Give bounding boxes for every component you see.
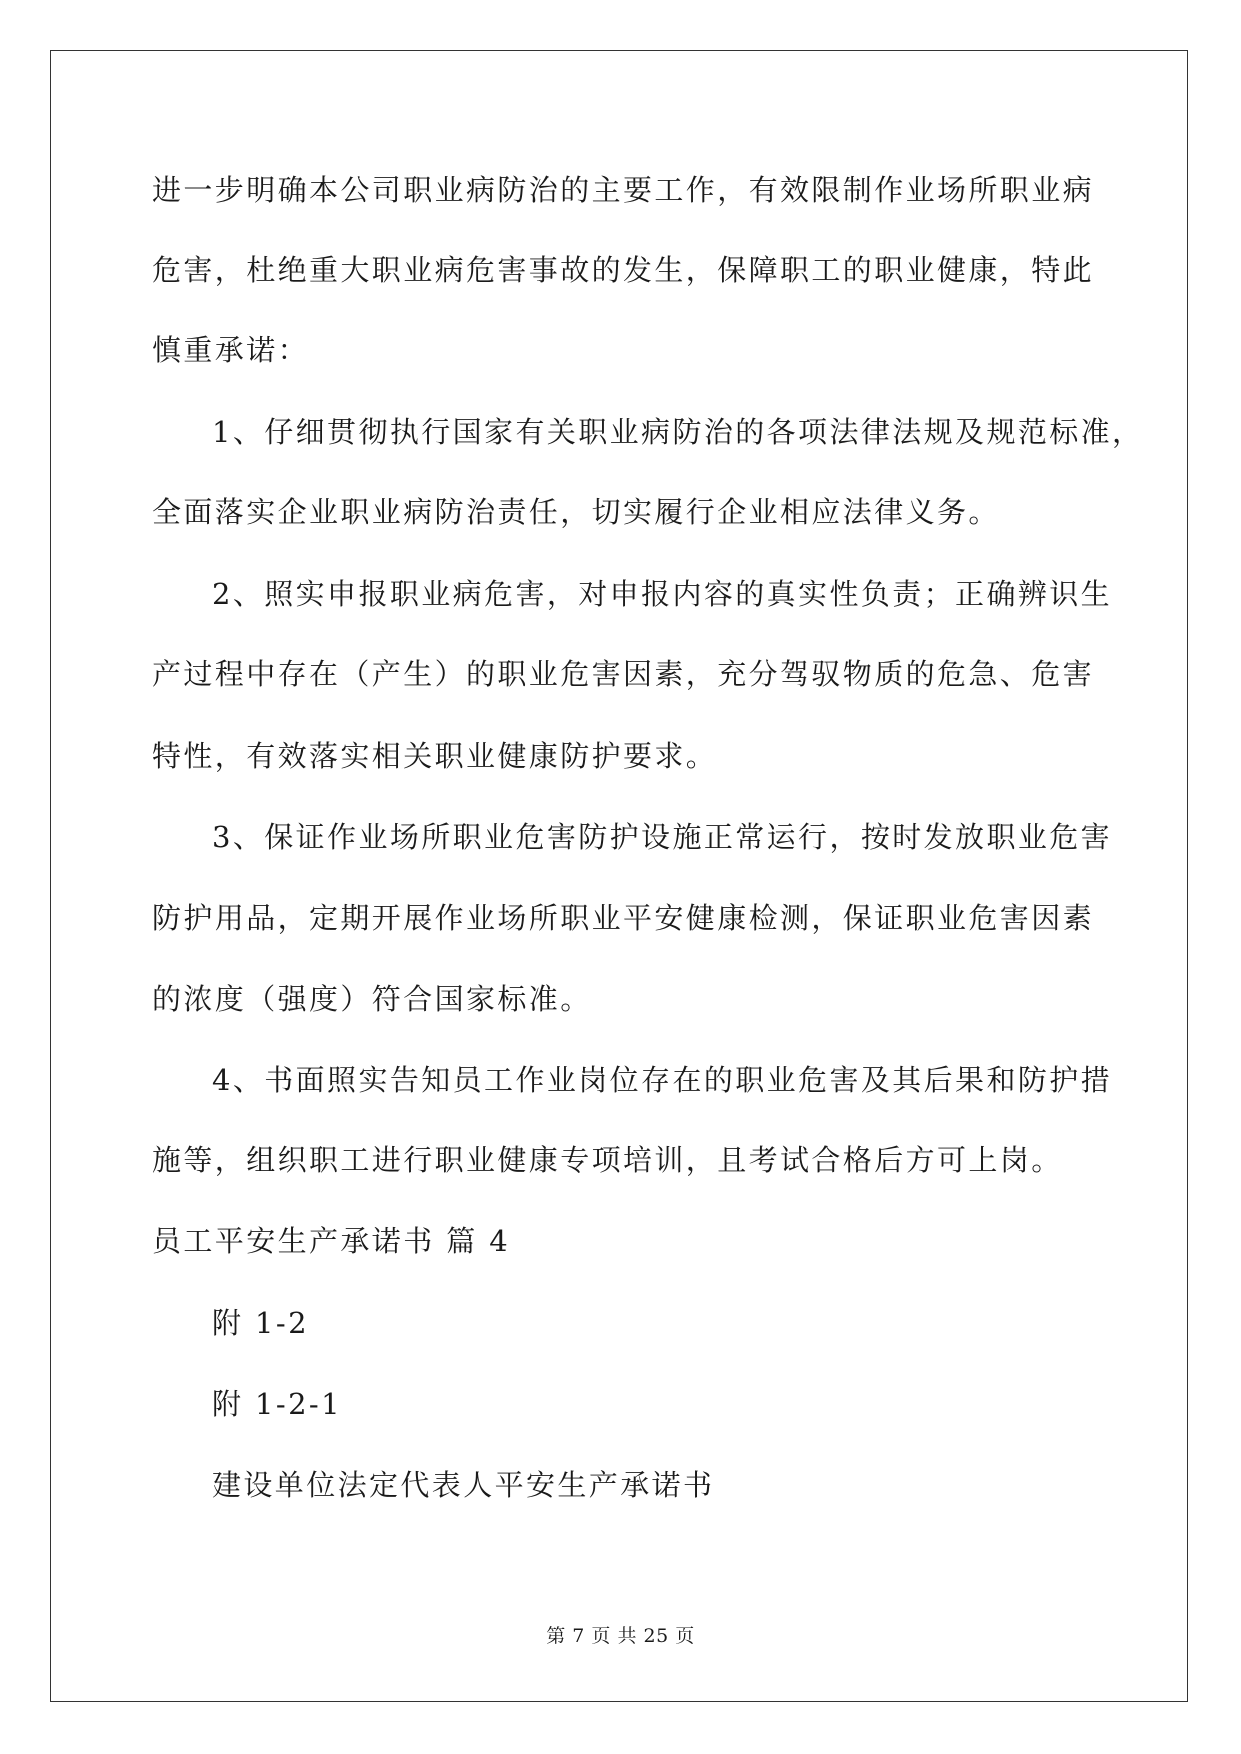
text-line: 1、仔细贯彻执行国家有关职业病防治的各项法律法规及规范标准， (212, 415, 1144, 449)
page-border (50, 50, 1188, 1702)
text-line: 4、书面照实告知员工作业岗位存在的职业危害及其后果和防护措 (212, 1063, 1113, 1097)
text-line: 全面落实企业职业病防治责任，切实履行企业相应法律义务。 (152, 495, 1000, 529)
text-line: 的浓度（强度）符合国家标准。 (152, 982, 592, 1016)
text-line: 进一步明确本公司职业病防治的主要工作，有效限制作业场所职业病 (152, 173, 1095, 207)
text-line: 3、保证作业场所职业危害防护设施正常运行，按时发放职业危害 (212, 820, 1113, 854)
appendix-label: 附 1-2-1 (212, 1387, 342, 1421)
text-line: 慎重承诺： (152, 333, 310, 367)
text-line: 危害，杜绝重大职业病危害事故的发生，保障职工的职业健康，特此 (152, 253, 1095, 287)
section-heading: 员工平安生产承诺书 篇 4 (152, 1224, 511, 1258)
text-line: 特性，有效落实相关职业健康防护要求。 (152, 739, 718, 773)
text-line: 产过程中存在（产生）的职业危害因素，充分驾驭物质的危急、危害 (152, 657, 1095, 691)
text-line: 施等，组织职工进行职业健康专项培训，且考试合格后方可上岗。 (152, 1143, 1063, 1177)
appendix-label: 附 1-2 (212, 1306, 309, 1340)
page-number-footer: 第 7 页 共 25 页 (546, 1625, 695, 1647)
document-title: 建设单位法定代表人平安生产承诺书 (212, 1468, 715, 1502)
text-line: 防护用品，定期开展作业场所职业平安健康检测，保证职业危害因素 (152, 901, 1095, 935)
text-line: 2、照实申报职业病危害，对申报内容的真实性负责；正确辨识生 (212, 577, 1113, 611)
